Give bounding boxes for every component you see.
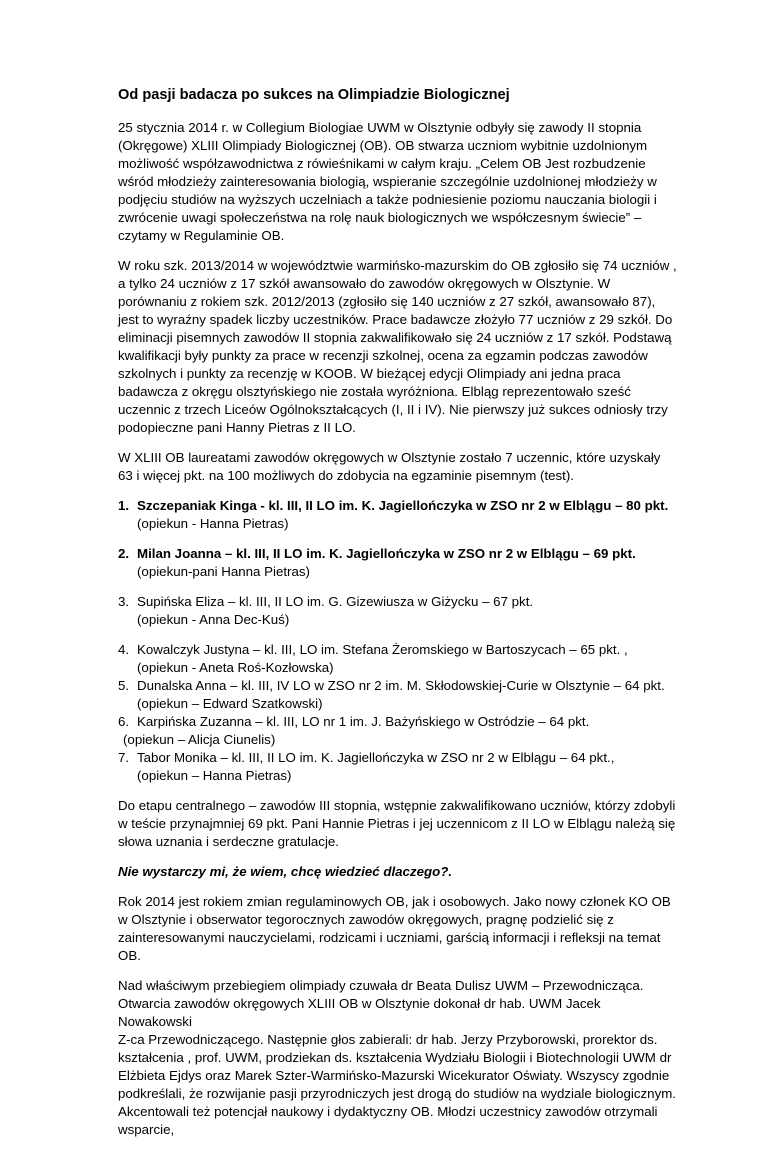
- list-number: 2.: [118, 546, 130, 561]
- list-item: [118, 497, 678, 515]
- laureate-name: Dunalska Anna – kl. III, IV LO w ZSO nr 2 im. M. Skłodowskiej-Curie w Olsztynie – 64 pkt.: [137, 678, 665, 693]
- laureate-tutor: (opiekun - Aneta Roś-Kozłowska): [137, 660, 334, 675]
- paragraph-central-stage: Do etapu centralnego – zawodów III stopnia, wstępnie zakwalifikowano uczniów, którzy zdobyli w teście przynajmniej 69 pkt. Pani Hannie Pietras i jej uczennicom z II LO w Elblągu należą się słowa uznania i serdeczne gratulacje.: [118, 798, 676, 849]
- opening-text-part1: Nad właściwym przebiegiem olimpiady czuwała dr Beata Dulisz UWM – Przewodnicząca. Otwarcia zawodów okręgowych XLIII OB w Olsztynie dokonał dr hab. UWM Jacek Nowakowski: [118, 978, 644, 1029]
- laureate-tutor: (opiekun - Anna Dec-Kuś): [137, 612, 290, 627]
- laureate-tutor: (opiekun – Hanna Pietras): [137, 768, 292, 783]
- laureate-name: Tabor Monika – kl. III, II LO im. K. Jagiellończyka w ZSO nr 2 w Elblągu – 64 pkt.,: [137, 750, 615, 765]
- laureate-tutor: (opiekun – Edward Szatkowski): [137, 696, 323, 711]
- laureate-tutor: (opiekun – Alicja Ciunelis): [123, 732, 276, 747]
- list-item: [118, 641, 678, 659]
- list-item: [118, 749, 678, 767]
- document-body: [118, 85, 678, 1151]
- paragraph-changes: Rok 2014 jest rokiem zmian regulaminowych OB, jak i osobowych. Jako nowy członek KO OB w Olsztynie i obserwator tegorocznych zawodów okręgowych, pragnę podzielić się z zainteresowanymi nauczycielami, rodzicami i uczniami, garścią informacji i refleksji na temat OB.: [118, 894, 671, 963]
- list-item: [118, 545, 678, 563]
- list-number: 4.: [118, 642, 130, 657]
- laureate-name: Kowalczyk Justyna – kl. III, LO im. Stefana Żeromskiego w Bartoszycach – 65 pkt. ,: [137, 642, 628, 657]
- section-subheading: Nie wystarczy mi, że wiem, chcę wiedzieć dlaczego?.: [118, 864, 453, 879]
- paragraph-intro: 25 stycznia 2014 r. w Collegium Biologiae UWM w Olsztynie odbyły się zawody II stopnia (Okręgowe) XLIII Olimpiady Biologicznej (OB). OB stwarza uczniom wybitnie uzdolnionym możliwość współzawodnictwa z rówieśnikami w całym kraju. „Celem OB Jest rozbudzenie wśród młodzieży zainteresowania biologią, wspieranie szczególnie uzdolnionej młodzieży w podjęciu studiów na wyższych uczelniach a także podniesienie poziomu nauczania biologii i zwrócenie uwagi społeczeństwa na rolę nauk biologicznych we współczesnym świecie” – czytamy w Regulaminie OB.: [118, 120, 657, 243]
- paragraph-laureates-intro: W XLIII OB laureatami zawodów okręgowych w Olsztynie zostało 7 uczennic, które uzyskały 63 i więcej pkt. na 100 możliwych do zdobycia na egzaminie pisemnym (test).: [118, 450, 661, 483]
- document-title: Od pasji badacza po sukces na Olimpiadzie Biologicznej: [118, 87, 510, 103]
- list-item: [118, 677, 678, 695]
- paragraph-statistics: W roku szk. 2013/2014 w województwie warmińsko-mazurskim do OB zgłosiło się 74 uczniów , a tylko 24 uczniów z 17 szkół awansowało do zawodów okręgowych w Olsztynie. W porównaniu z rokiem szk. 2012/2013 (zgłosiło się 140 uczniów z 27 szkół, awansowało 87), jest to wyraźny spadek liczby uczestników. Prace badawcze złożyło 77 uczniów z 29 szkół. Do eliminacji pisemnych zawodów II stopnia zakwalifikowało się 24 uczniów z 17 szkół. Podstawą kwalifikacji były punkty za prace w recenzji szkolnej, ocena za egzamin podczas zawodów szkolnych i punkty za recenzję w KOOB. W bieżącej edycji Olimpiady ani jedna praca badawcza z okręgu olsztyńskiego nie została wyróżniona. Elbląg reprezentowało sześć uczennic z trzech Liceów Ogólnokształcących (I, II i IV). Nie pierwszy już sukces odniosły trzy podopieczne pani Hanny Pietras z II LO.: [118, 258, 677, 435]
- list-item: [118, 713, 678, 731]
- opening-text-part2: Z-ca Przewodniczącego. Następnie głos zabierali: dr hab. Jerzy Przyborowski, prorektor ds. kształcenia , prof. UWM, prodziekan ds. kształcenia Wydziału Biologii i Biotechnologii UWM dr Elżbieta Ejdys oraz Marek Szter-Warmińsko-Mazurski Wicekurator Oświaty. Wszyscy zgodnie podkreślali, że rozwijanie pasji przyrodniczych jest drogą do studiów na wydziale biologicznym. Akcentowali też potencjał naukowy i dydaktyczny OB. Młodzi uczestnicy zawodów otrzymali wsparcie,: [118, 1032, 676, 1137]
- list-number: 7.: [118, 750, 130, 765]
- list-number: 1.: [118, 498, 130, 513]
- laureate-name: Milan Joanna – kl. III, II LO im. K. Jagiellończyka w ZSO nr 2 w Elblągu – 69 pkt.: [137, 546, 636, 561]
- list-number: 6.: [118, 714, 130, 729]
- list-number: 3.: [118, 594, 130, 609]
- laureate-name: Karpińska Zuzanna – kl. III, LO nr 1 im. J. Bażyńskiego w Ostródzie – 64 pkt.: [137, 714, 590, 729]
- laureate-tutor: (opiekun-pani Hanna Pietras): [137, 564, 310, 579]
- laureates-list: [118, 497, 678, 797]
- paragraph-opening: [118, 977, 678, 1139]
- list-item: [118, 593, 678, 611]
- laureate-name: Supińska Eliza – kl. III, II LO im. G. Gizewiusza w Giżycku – 67 pkt.: [137, 594, 534, 609]
- list-number: 5.: [118, 678, 130, 693]
- laureate-name: Szczepaniak Kinga - kl. III, II LO im. K. Jagiellończyka w ZSO nr 2 w Elblągu – 80 pkt.: [137, 498, 669, 513]
- laureate-tutor: (opiekun - Hanna Pietras): [137, 516, 289, 531]
